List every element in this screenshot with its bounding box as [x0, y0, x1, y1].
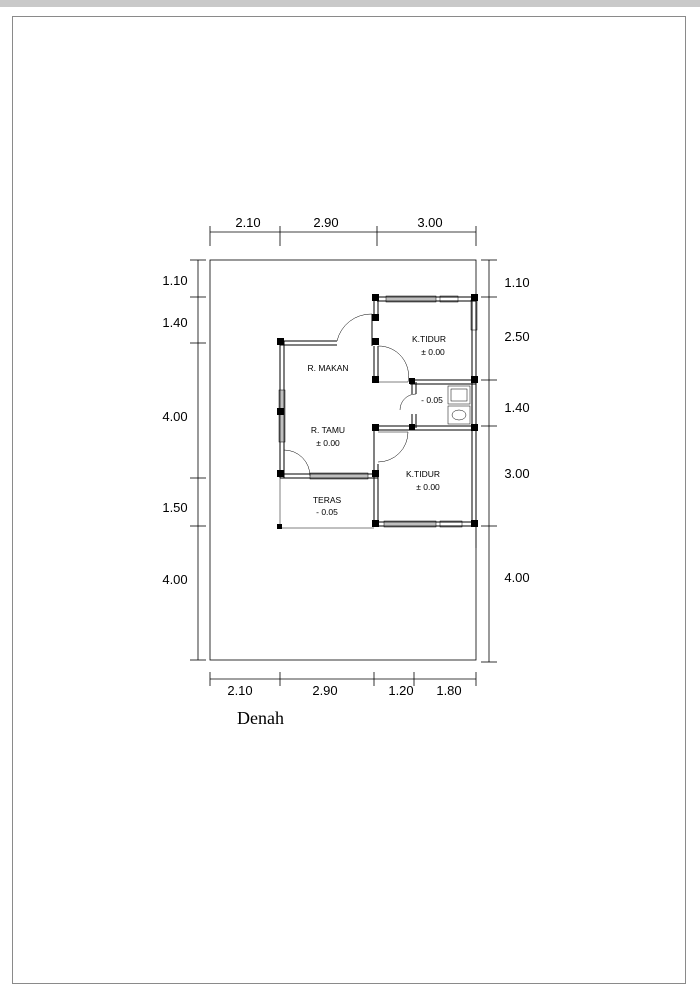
room-level-living: ± 0.00 — [316, 438, 340, 448]
dim-top-2: 2.90 — [313, 215, 339, 230]
room-label-bedroom-1: K.TIDUR — [412, 334, 446, 344]
dim-left-4: 1.50 — [162, 500, 188, 515]
dim-left-3: 4.00 — [162, 409, 188, 424]
dim-top-1: 2.10 — [235, 215, 261, 230]
dim-bottom-3: 1.20 — [388, 683, 414, 698]
dim-left-2: 1.40 — [162, 315, 188, 330]
room-label-dining: R. MAKAN — [307, 363, 349, 373]
dim-right-3: 1.40 — [504, 400, 530, 415]
room-label-terrace: TERAS — [312, 495, 342, 505]
room-level-bathroom: - 0.05 — [421, 395, 443, 405]
top-dimension-line — [210, 215, 476, 246]
room-level-terrace: - 0.05 — [316, 507, 338, 517]
room-level-bedroom-2: ± 0.00 — [416, 482, 440, 492]
dim-left-5: 4.00 — [162, 572, 188, 587]
room-label-living: R. TAMU — [310, 425, 346, 435]
dim-left-1: 1.10 — [162, 273, 188, 288]
doors — [284, 314, 416, 476]
room-level-bedroom-1: ± 0.00 — [421, 347, 445, 357]
dim-bottom-1: 2.10 — [227, 683, 253, 698]
dim-right-2: 2.50 — [504, 329, 530, 344]
room-label-bedroom-2: K.TIDUR — [406, 469, 440, 479]
drawing-caption: Denah — [237, 708, 284, 728]
walls — [280, 297, 476, 548]
dim-right-4: 3.00 — [504, 466, 530, 481]
bottom-dimension-line — [210, 672, 476, 698]
dim-bottom-2: 2.90 — [312, 683, 338, 698]
left-dimension-line — [162, 260, 206, 660]
bathroom-fixtures — [448, 386, 470, 424]
right-dimension-line — [481, 260, 530, 662]
dim-right-5: 4.00 — [504, 570, 530, 585]
site-boundary — [210, 260, 476, 660]
dim-top-3: 3.00 — [417, 215, 443, 230]
dim-right-1: 1.10 — [504, 275, 530, 290]
dim-bottom-4: 1.80 — [436, 683, 462, 698]
